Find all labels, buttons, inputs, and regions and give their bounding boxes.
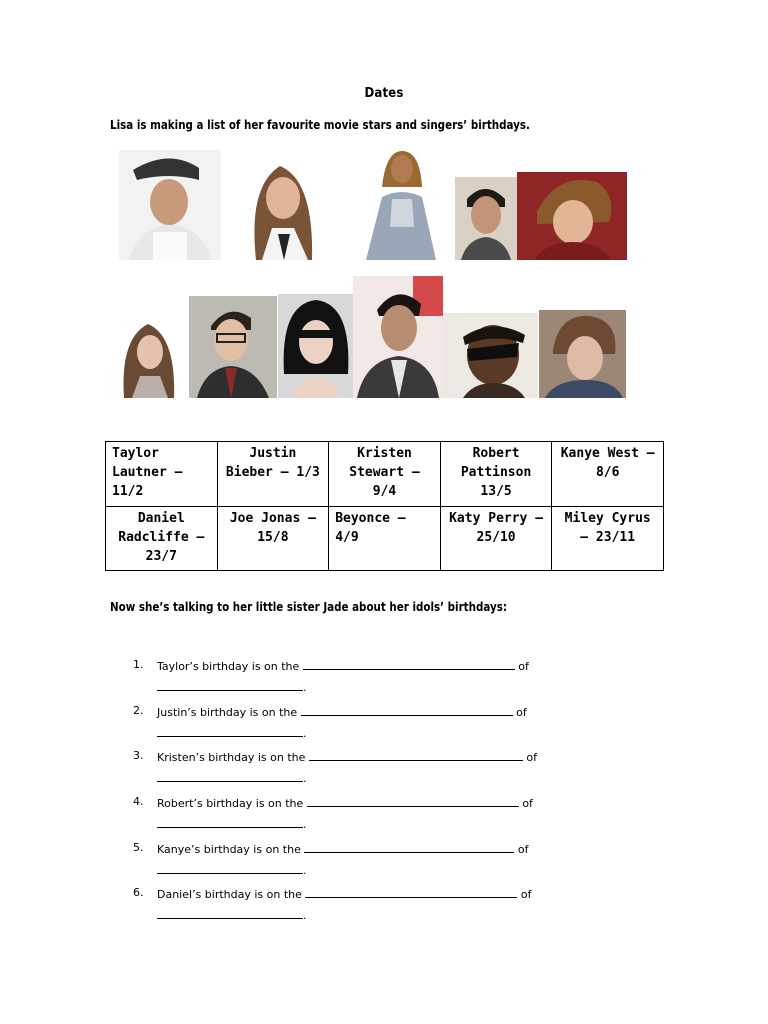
answer-blank-day[interactable] [307,795,519,807]
page-title: Dates [364,86,404,101]
table-row [106,442,664,507]
of-word: of [516,706,527,719]
exercise-prompt: Daniel’s birthday is on the [157,888,302,901]
end-punct: . [303,727,307,740]
intro-text: Lisa is making a list of her favourite movie stars and singers’ birthdays. [110,118,530,132]
answer-blank-day[interactable] [305,886,517,898]
table-cell: Taylor Lautner – 11/2 [106,442,218,507]
of-word: of [517,843,529,856]
table-cell: Miley Cyrus – 23/11 [552,506,664,571]
celebrity-photo-9 [353,276,443,398]
answer-blank-day[interactable] [301,704,513,716]
end-punct: . [303,818,307,831]
answer-blank-month[interactable] [157,725,303,737]
table-cell: Daniel Radcliffe – 23/7 [106,506,218,571]
answer-blank-day[interactable] [309,749,523,761]
subheading: Now she’s talking to her little sister Jade about her idols’ birthdays: [110,600,507,614]
exercise-number: 4. [133,795,144,808]
celebrity-photo-3 [352,147,452,260]
celebrity-photo-5 [517,172,627,260]
exercise-number: 5. [133,841,144,854]
celebrity-photo-6 [110,318,188,398]
of-word: of [520,888,532,901]
answer-blank-month[interactable] [157,862,303,874]
exercise-number: 1. [133,658,144,671]
answer-blank-day[interactable] [303,658,515,670]
exercise-prompt: Justin’s birthday is on the [157,706,298,719]
answer-blank-month[interactable] [157,770,303,782]
table-cell: Katy Perry – 25/10 [440,506,552,571]
answer-blank-month[interactable] [157,816,303,828]
exercise-prompt: Taylor’s birthday is on the [157,660,300,673]
exercise-prompt: Robert’s birthday is on the [157,797,304,810]
end-punct: . [303,864,307,877]
end-punct: . [303,772,307,785]
exercise-prompt: Kanye’s birthday is on the [157,843,301,856]
celebrity-photo-4 [455,177,517,260]
exercise-prompt: Kristen’s birthday is on the [157,751,306,764]
exercise-number: 2. [133,704,144,717]
exercise-number: 3. [133,749,144,762]
answer-blank-day[interactable] [304,841,514,853]
end-punct: . [303,909,307,922]
celebrity-photo-1 [119,150,221,260]
table-cell: Robert Pattinson 13/5 [440,442,552,507]
celebrity-photo-11 [539,310,626,398]
of-word: of [526,751,538,764]
answer-blank-month[interactable] [157,907,303,919]
of-word: of [522,797,533,810]
celebrity-photo-10 [443,313,538,398]
of-word: of [518,660,529,673]
table-cell: Kanye West – 8/6 [552,442,664,507]
birthdays-table [105,441,664,571]
end-punct: . [303,681,307,694]
table-cell: Justin Bieber – 1/3 [217,442,329,507]
exercise-number: 6. [133,886,144,899]
celebrity-photo-8 [278,294,353,398]
celebrity-photo-7 [189,296,277,398]
answer-blank-month[interactable] [157,679,303,691]
table-row [106,506,664,571]
table-cell: Kristen Stewart – 9/4 [329,442,441,507]
celebrity-photo-2 [228,156,334,260]
table-cell: Joe Jonas – 15/8 [217,506,329,571]
table-cell: Beyonce – 4/9 [329,506,441,571]
